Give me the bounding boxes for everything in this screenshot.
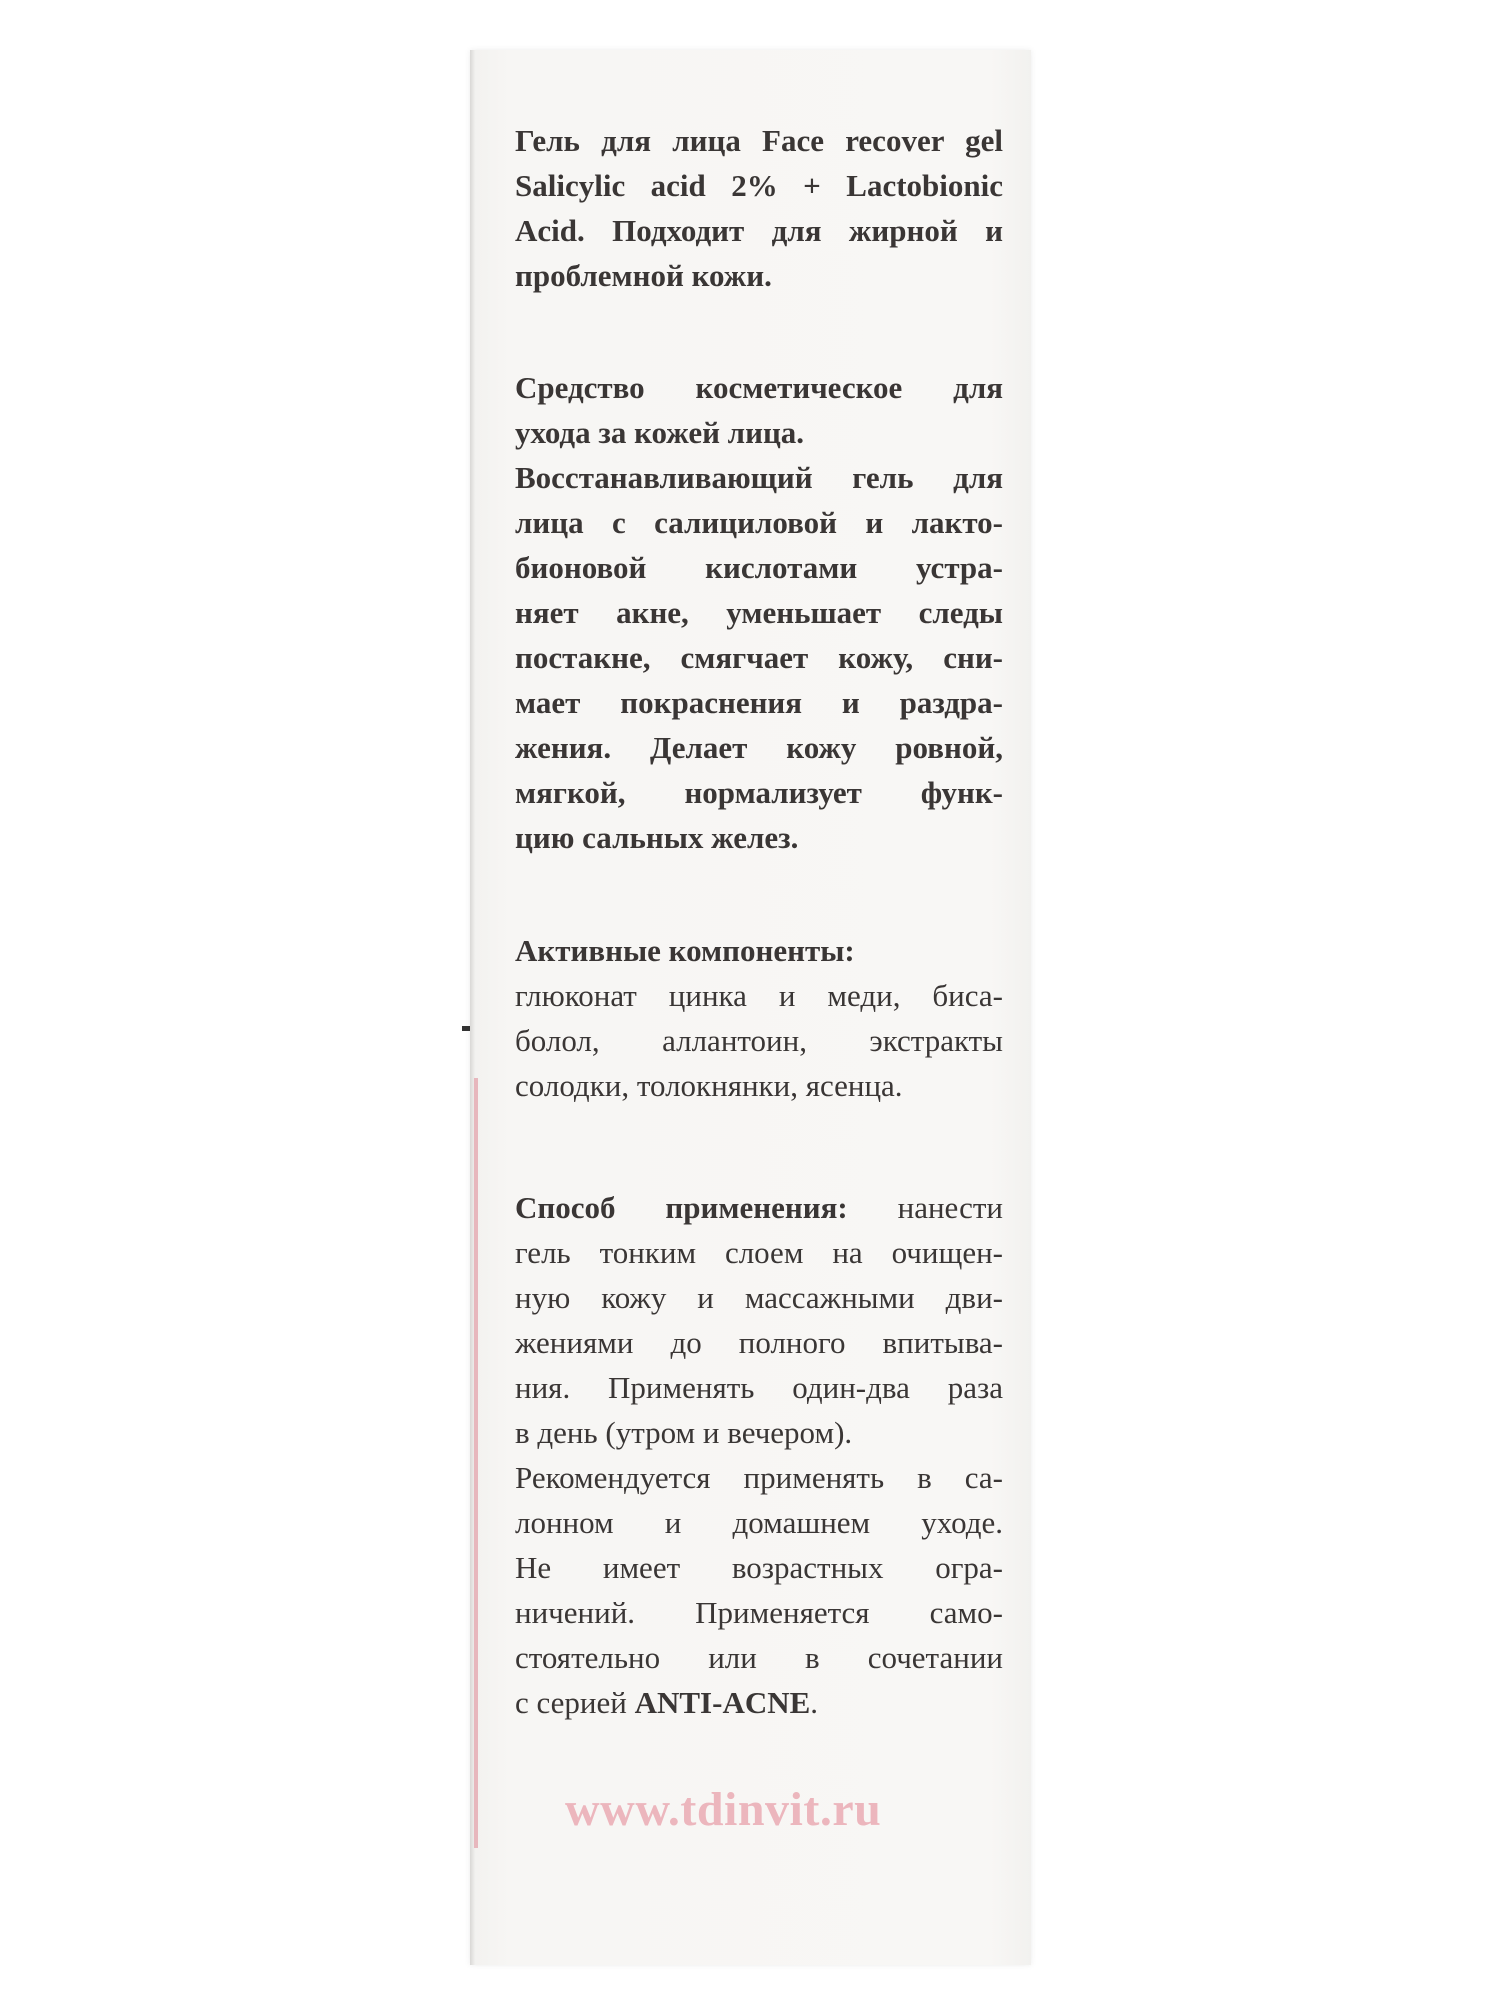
usage-line: лонном и домашнем уходе. [515,1505,1003,1540]
active-line: глюконат цинка и меди, биса- [515,978,1003,1013]
usage-line: ничений. Применяется само- [515,1595,1003,1630]
usage-first-text: нанести [847,1190,1003,1225]
product-title [515,118,1003,298]
description-line: бионовой кислотами устра- [515,550,1003,585]
description-line: няет акне, уменьшает следы [515,595,1003,630]
usage-last-suffix: . [810,1685,819,1720]
description-line: постакне, смягчает кожу, сни- [515,640,1003,675]
usage-line: ную кожу и массажными дви- [515,1280,1003,1315]
active-line: болол, аллантоин, экстракты [515,1023,1003,1058]
description-line: лица с салициловой и лакто- [515,505,1003,540]
title-line: проблемной кожи. [515,258,772,293]
usage-heading: Способ применения: [515,1190,848,1225]
title-line: Гель для лица Face recover gel [515,123,1003,158]
description-line: Средство косметическое для [515,370,1003,405]
website-url: www.tdinvit.ru [565,1783,882,1836]
active-components [515,928,1003,1108]
pink-side-strip [474,1078,478,1848]
usage-line: гель тонким слоем на очищен- [515,1235,1003,1270]
description-line: ухода за кожей лица. [515,415,805,450]
product-description [515,365,1003,860]
active-heading: Активные компоненты: [515,933,855,968]
title-line: Salicylic acid 2% + Lactobionic [515,168,1003,203]
usage-line: Не имеет возрастных огра- [515,1550,1003,1585]
usage-line: Рекомендуется применять в са- [515,1460,1003,1495]
usage-last-line [515,1680,1003,1725]
series-name: ANTI-ACNE [634,1685,811,1720]
usage-last-prefix: с серией [515,1685,635,1720]
usage-instructions [515,1185,1003,1725]
description-line: мает покраснения и раздра- [515,685,1003,720]
title-line: Acid. Подходит для жирной и [515,213,1003,248]
description-line: цию сальных желез. [515,820,799,855]
usage-line: жениями до полного впитыва- [515,1325,1003,1360]
usage-line: стоятельно или в сочетании [515,1640,1003,1675]
active-line: солодки, толокнянки, ясенца. [515,1068,903,1103]
description-line: Восстанавливающий гель для [515,460,1003,495]
description-line: мягкой, нормализует функ- [515,775,1003,810]
usage-line: ния. Применять один-два раза [515,1370,1003,1405]
description-line: жения. Делает кожу ровной, [515,730,1003,765]
edge-mark [462,1026,470,1031]
usage-first-line [515,1185,1003,1230]
usage-line: в день (утром и вечером). [515,1415,853,1450]
